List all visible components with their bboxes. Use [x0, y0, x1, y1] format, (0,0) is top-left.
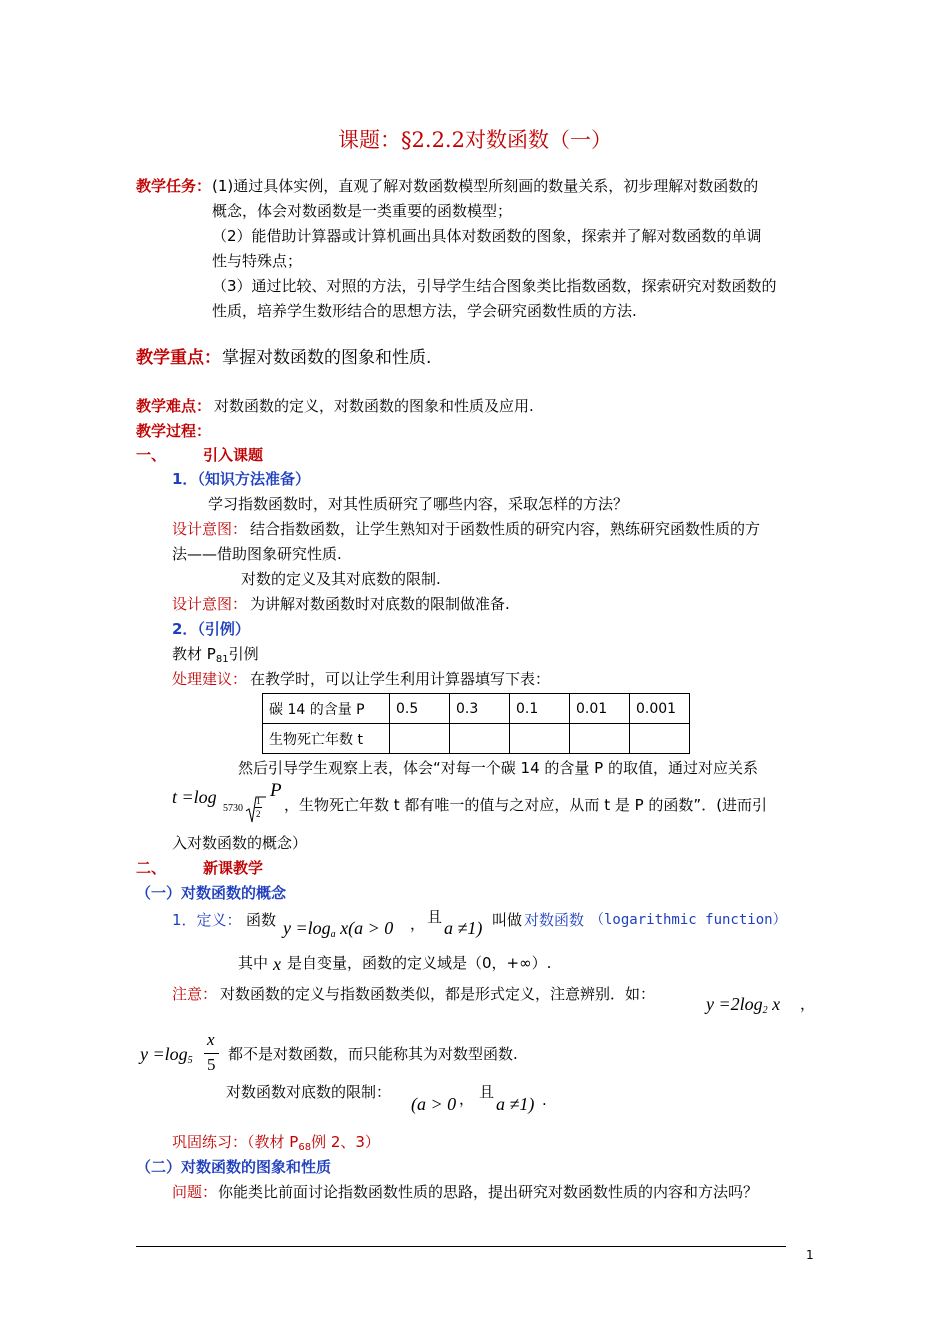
base-limit-formula-1: (a > 0	[411, 1094, 457, 1114]
table-cell	[390, 724, 450, 754]
definition-formula-2: a ≠1)	[444, 918, 483, 938]
domain-text: 是自变量，函数的定义域是（0，+∞）.	[287, 954, 552, 972]
question-label: 问题：	[172, 1183, 218, 1201]
tasks-label: 教学任务：	[136, 177, 212, 195]
example-2-formula: $y =\log_5$	[140, 1044, 193, 1066]
suggest-text: 在教学时，可以让学生利用计算器填写下表：	[250, 670, 551, 688]
focus-label: 教学重点：	[136, 348, 221, 368]
table-cell: 生物死亡年数 t	[263, 724, 390, 754]
example-2-denominator: 5	[207, 1055, 216, 1074]
base-limit-period: .	[542, 1091, 547, 1109]
definition-comma: ，	[410, 915, 426, 933]
table-cell	[630, 724, 690, 754]
focus-text: 掌握对数函数的图象和性质.	[222, 348, 432, 368]
formula-half-denominator: 2	[256, 809, 261, 819]
table-cell: 碳 14 的含量 P	[263, 694, 390, 724]
guide-text-2: ，生物死亡年数 t 都有唯一的值与之对应，从而 t 是 P 的函数”．(进而引	[284, 796, 768, 814]
fraction-bar	[255, 807, 262, 808]
definition-called: 叫做	[492, 911, 523, 929]
definition-label: 1．定义：	[172, 911, 242, 929]
item-2-heading: 2．（引例）	[172, 620, 250, 638]
item-1-heading: 1．（知识方法准备）	[172, 470, 310, 488]
design-1-label: 设计意图：	[172, 520, 248, 538]
question-text: 你能类比前面讨论指数函数性质的思路，提出研究对数函数性质的内容和方法吗？	[218, 1183, 759, 1201]
carbon-table	[262, 693, 690, 754]
design-1-text-b: 法——借助图象研究性质.	[172, 545, 342, 563]
base-limit-text: 对数函数对底数的限制：	[226, 1083, 392, 1101]
formula-t-log: t =log	[172, 787, 217, 807]
base-limit-formula-2: a ≠1)	[496, 1094, 535, 1114]
example-2-text: 都不是对数函数，而只能称其为对数型函数.	[228, 1045, 518, 1063]
practice-text: 巩固练习：（教材 $P_{68}$例 2、3）	[172, 1133, 380, 1153]
section-2-number: 二、	[136, 859, 167, 877]
table-cell	[510, 724, 570, 754]
section-2-title: 新课教学	[203, 859, 264, 877]
example-1-formula: $y =2\log_2$ x	[706, 994, 781, 1016]
tasks-line-3: （2）能借助计算器或计算机画出具体对数函数的图象，探索并了解对数函数的单调	[212, 227, 762, 245]
table-cell: 0.1	[510, 694, 570, 724]
formula-half-numerator: 1	[256, 796, 261, 806]
table-row	[263, 694, 690, 724]
guide-text: 然后引导学生观察上表，体会“对每一个碳 14 的含量 P 的取值，通过对应关系	[238, 759, 758, 777]
domain-x: x	[273, 954, 281, 974]
base-limit-comma: ，	[459, 1090, 475, 1108]
definition-formula: $y =\log_a$ x(a > 0	[283, 918, 394, 940]
note-label: 注意：	[172, 985, 218, 1003]
subsection-2-heading: （二）对数函数的图象和性质	[136, 1158, 332, 1176]
suggest-label: 处理建议：	[172, 670, 248, 688]
example-2-fraction-bar	[204, 1053, 219, 1054]
tasks-line-6: 性质，培养学生数形结合的思想方法，学会研究函数性质的方法.	[212, 302, 637, 320]
design-1-text-a: 结合指数函数，让学生熟知对于函数性质的研究内容，熟练研究函数性质的方	[250, 520, 761, 538]
definition-term: 对数函数	[524, 911, 585, 929]
guide-text-3: 入对数函数的概念）	[172, 834, 308, 852]
tasks-line-5: （3）通过比较、对照的方法，引导学生结合图象类比指数函数，探索研究对数函数的	[212, 277, 777, 295]
definition-and: 且	[427, 908, 443, 926]
base-limit-and: 且	[479, 1083, 495, 1101]
formula-p: P	[270, 780, 282, 801]
formula-base: 5730	[223, 803, 243, 814]
question-2: 对数的定义及其对底数的限制.	[241, 570, 441, 588]
difficulty-text: 对数函数的定义，对数函数的图象和性质及应用.	[214, 397, 534, 415]
tasks-line-4: 性与特殊点；	[212, 252, 303, 270]
example-2-numerator: x	[207, 1030, 215, 1049]
design-2-text: 为讲解对数函数时对底数的限制做准备.	[250, 595, 510, 613]
domain-prefix: 其中	[238, 954, 269, 972]
page-number: 1	[806, 1248, 814, 1262]
table-cell: 0.001	[630, 694, 690, 724]
definition-english: （logarithmic function）	[590, 912, 787, 928]
tasks-line-2: 概念，体会对数函数是一类重要的函数模型；	[212, 202, 513, 220]
table-cell: 0.01	[570, 694, 630, 724]
footer-divider	[136, 1246, 786, 1247]
section-1-title: 引入课题	[203, 446, 264, 464]
process-label: 教学过程：	[136, 422, 212, 440]
page-title: 课题：§2.2.2对数函数（一）	[338, 128, 612, 152]
subsection-1-heading: （一）对数函数的概念	[136, 884, 287, 902]
definition-function-word: 函数	[246, 911, 277, 929]
table-cell: 0.5	[390, 694, 450, 724]
tasks-line-1: (1)通过具体实例，直观了解对数函数模型所刻画的数量关系，初步理解对数函数的	[212, 177, 759, 195]
table-cell	[570, 724, 630, 754]
note-text: 对数函数的定义与指数函数类似，都是形式定义，注意辨别．如：	[220, 985, 656, 1003]
difficulty-label: 教学难点：	[136, 397, 212, 415]
table-row	[263, 724, 690, 754]
design-2-label: 设计意图：	[172, 595, 248, 613]
section-1-number: 一、	[136, 446, 167, 464]
table-cell	[450, 724, 510, 754]
question-1: 学习指数函数时，对其性质研究了哪些内容，采取怎样的方法？	[208, 495, 629, 513]
textbook-ref: 教材 $P_{81}$引例	[172, 645, 259, 665]
table-cell: 0.3	[450, 694, 510, 724]
example-1-comma: ，	[800, 995, 816, 1013]
